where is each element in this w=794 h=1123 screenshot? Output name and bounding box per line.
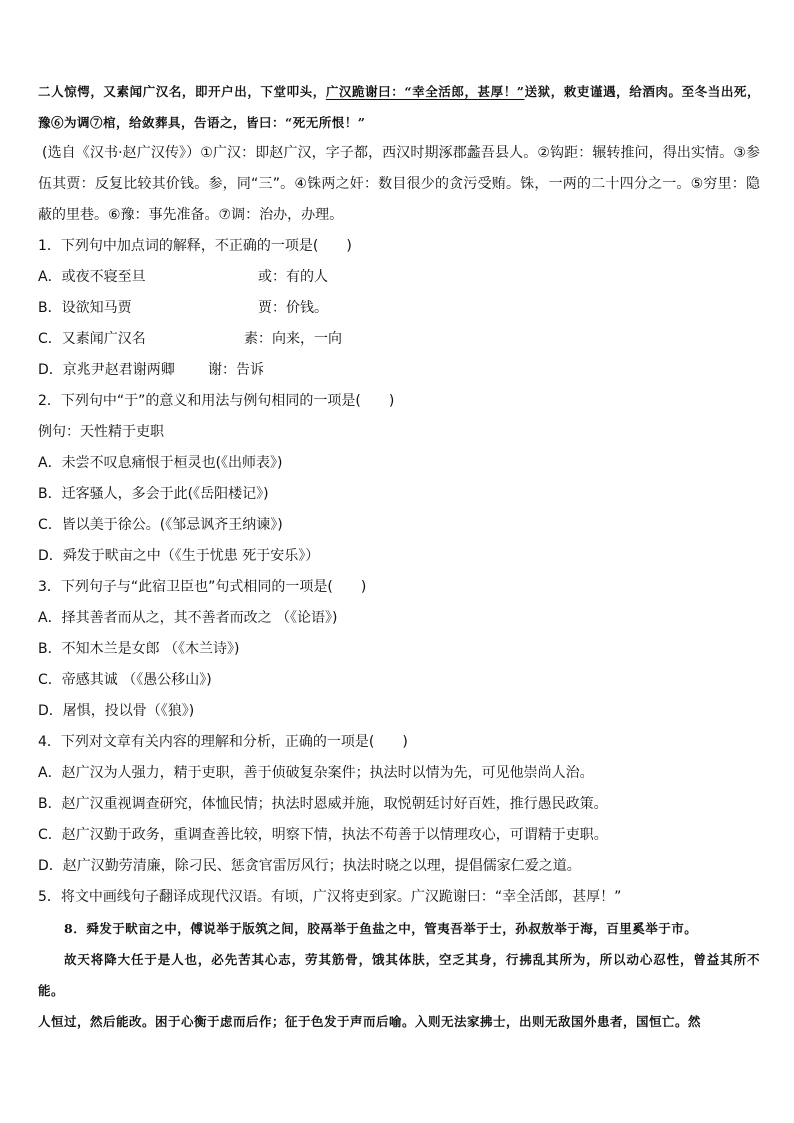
passage-8-line-2: 故天将降大任于是人也，必先苦其心志，劳其筋骨，饿其体肤，空乏其身，行拂乱其所为，所以动心忍性，曾益其所不能。 [38, 952, 760, 998]
question-2-option-d: D．舜发于畎亩之中（《生于忧患 死于安乐》） [38, 548, 320, 564]
option-gloss: 贾：价钱。 [258, 300, 328, 316]
top-passage-part1: 二人惊愕，又素闻广汉名，即开户出，下堂叩头， [38, 84, 326, 99]
option-gloss: 素：向来，一向 [244, 331, 342, 347]
question-5-stem: 5．将文中画线句子翻译成现代汉语。有顷，广汉将吏到家。广汉跪谢曰：“幸全活郎，甚厚！” [38, 889, 622, 905]
passage-8-line-3: 人恒过，然后能改。困于心衡于虑而后作；征于色发于声而后喻。入则无法家拂士，出则无敌国外患者，国恒亡。然 [38, 1014, 702, 1029]
question-3-option-c: C．帝感其诚 （《愚公移山》) [38, 672, 212, 688]
question-4-option-a: A．赵广汉为人强力，精于吏职，善于侦破复杂案件；执法时以情为先，可见他崇尚人治。 [38, 765, 594, 781]
question-4-option-d: D．赵广汉勤劳清廉，除刁民、惩贪官雷厉风行；执法时晓之以理，提倡儒家仁爱之道。 [38, 858, 581, 874]
option-text: B．设欲知马贾 [38, 300, 132, 316]
question-3-option-a: A．择其善者而从之，其不善者而改之 （《论语》) [38, 610, 338, 626]
question-1-option-a [38, 262, 760, 293]
option-text: A．或夜不寝至旦 [38, 269, 146, 285]
question-3-option-d: D．屠惧，投以骨（《狼》) [38, 703, 195, 719]
question-2-option-a: A．未尝不叹息痛恨于桓灵也(《出师表》) [38, 455, 283, 471]
source-notes: (选自《汉书·赵广汉传》）①广汉：即赵广汉，字子都，西汉时期涿郡蠡吾县人。②钩距：辗转推问，得出实情。③参伍其贾：反复比较其价钱。参，同“三”。④铢两之奸：数目很少的贪污受贿。铢，一两的二十四分之一。⑤穷里：隐蔽的里巷。⑥豫：事先准备。⑦调：治办，办理。 [38, 145, 760, 223]
question-2-option-c: C．皆以美于徐公。(《邹忌讽齐王纳谏》) [38, 517, 283, 533]
question-1-option-c [38, 324, 760, 355]
top-passage-part2: 送狱，敕吏谨遇，给酒肉。至冬当出死，豫⑥为调⑦棺，给敛葬具，告语之，皆曰：“死无所恨！” [38, 84, 760, 130]
question-3-option-b: B．不知木兰是女郎 （《木兰诗》) [38, 641, 240, 657]
top-passage [38, 76, 760, 138]
option-text: C．又素闻广汉名 [38, 331, 146, 347]
passage-8-line-1: 8．舜发于畎亩之中，傅说举于版筑之间，胶鬲举于鱼盐之中，管夷吾举于士，孙叔敖举于海，百里奚举于市。 [64, 921, 698, 936]
option-text: D．京兆尹赵君谢两卿 [38, 362, 175, 378]
option-gloss: 或：有的人 [258, 269, 328, 285]
question-2-stem: 2．下列句中“于”的意义和用法与例句相同的一项是( ) [38, 393, 395, 409]
question-1-option-b [38, 293, 760, 324]
question-4-option-c: C．赵广汉勤于政务，重调查善比较，明察下情，执法不苟善于以情理攻心，可谓精于吏职。 [38, 827, 608, 843]
underlined-sentence: 广汉跪谢曰：“幸全活郎，甚厚！” [325, 84, 525, 99]
question-2-option-b: B．迁客骚人，多会于此(《岳阳楼记》) [38, 486, 269, 502]
question-2-example: 例句：天性精于吏职 [38, 424, 164, 440]
exam-page [38, 76, 760, 1037]
option-gloss: 谢：告诉 [208, 362, 264, 378]
question-3-stem: 3．下列句子与“此宿卫臣也”句式相同的一项是( ) [38, 579, 367, 595]
question-1-stem: 1．下列句中加点词的解释，不正确的一项是( ) [38, 238, 352, 254]
question-4-stem: 4．下列对文章有关内容的理解和分析，正确的一项是( ) [38, 734, 408, 750]
question-1-option-d [38, 355, 760, 386]
question-4-option-b: B．赵广汉重视调查研究，体恤民情；执法时恩威并施，取悦朝廷讨好百姓，推行愚民政策。 [38, 796, 608, 812]
